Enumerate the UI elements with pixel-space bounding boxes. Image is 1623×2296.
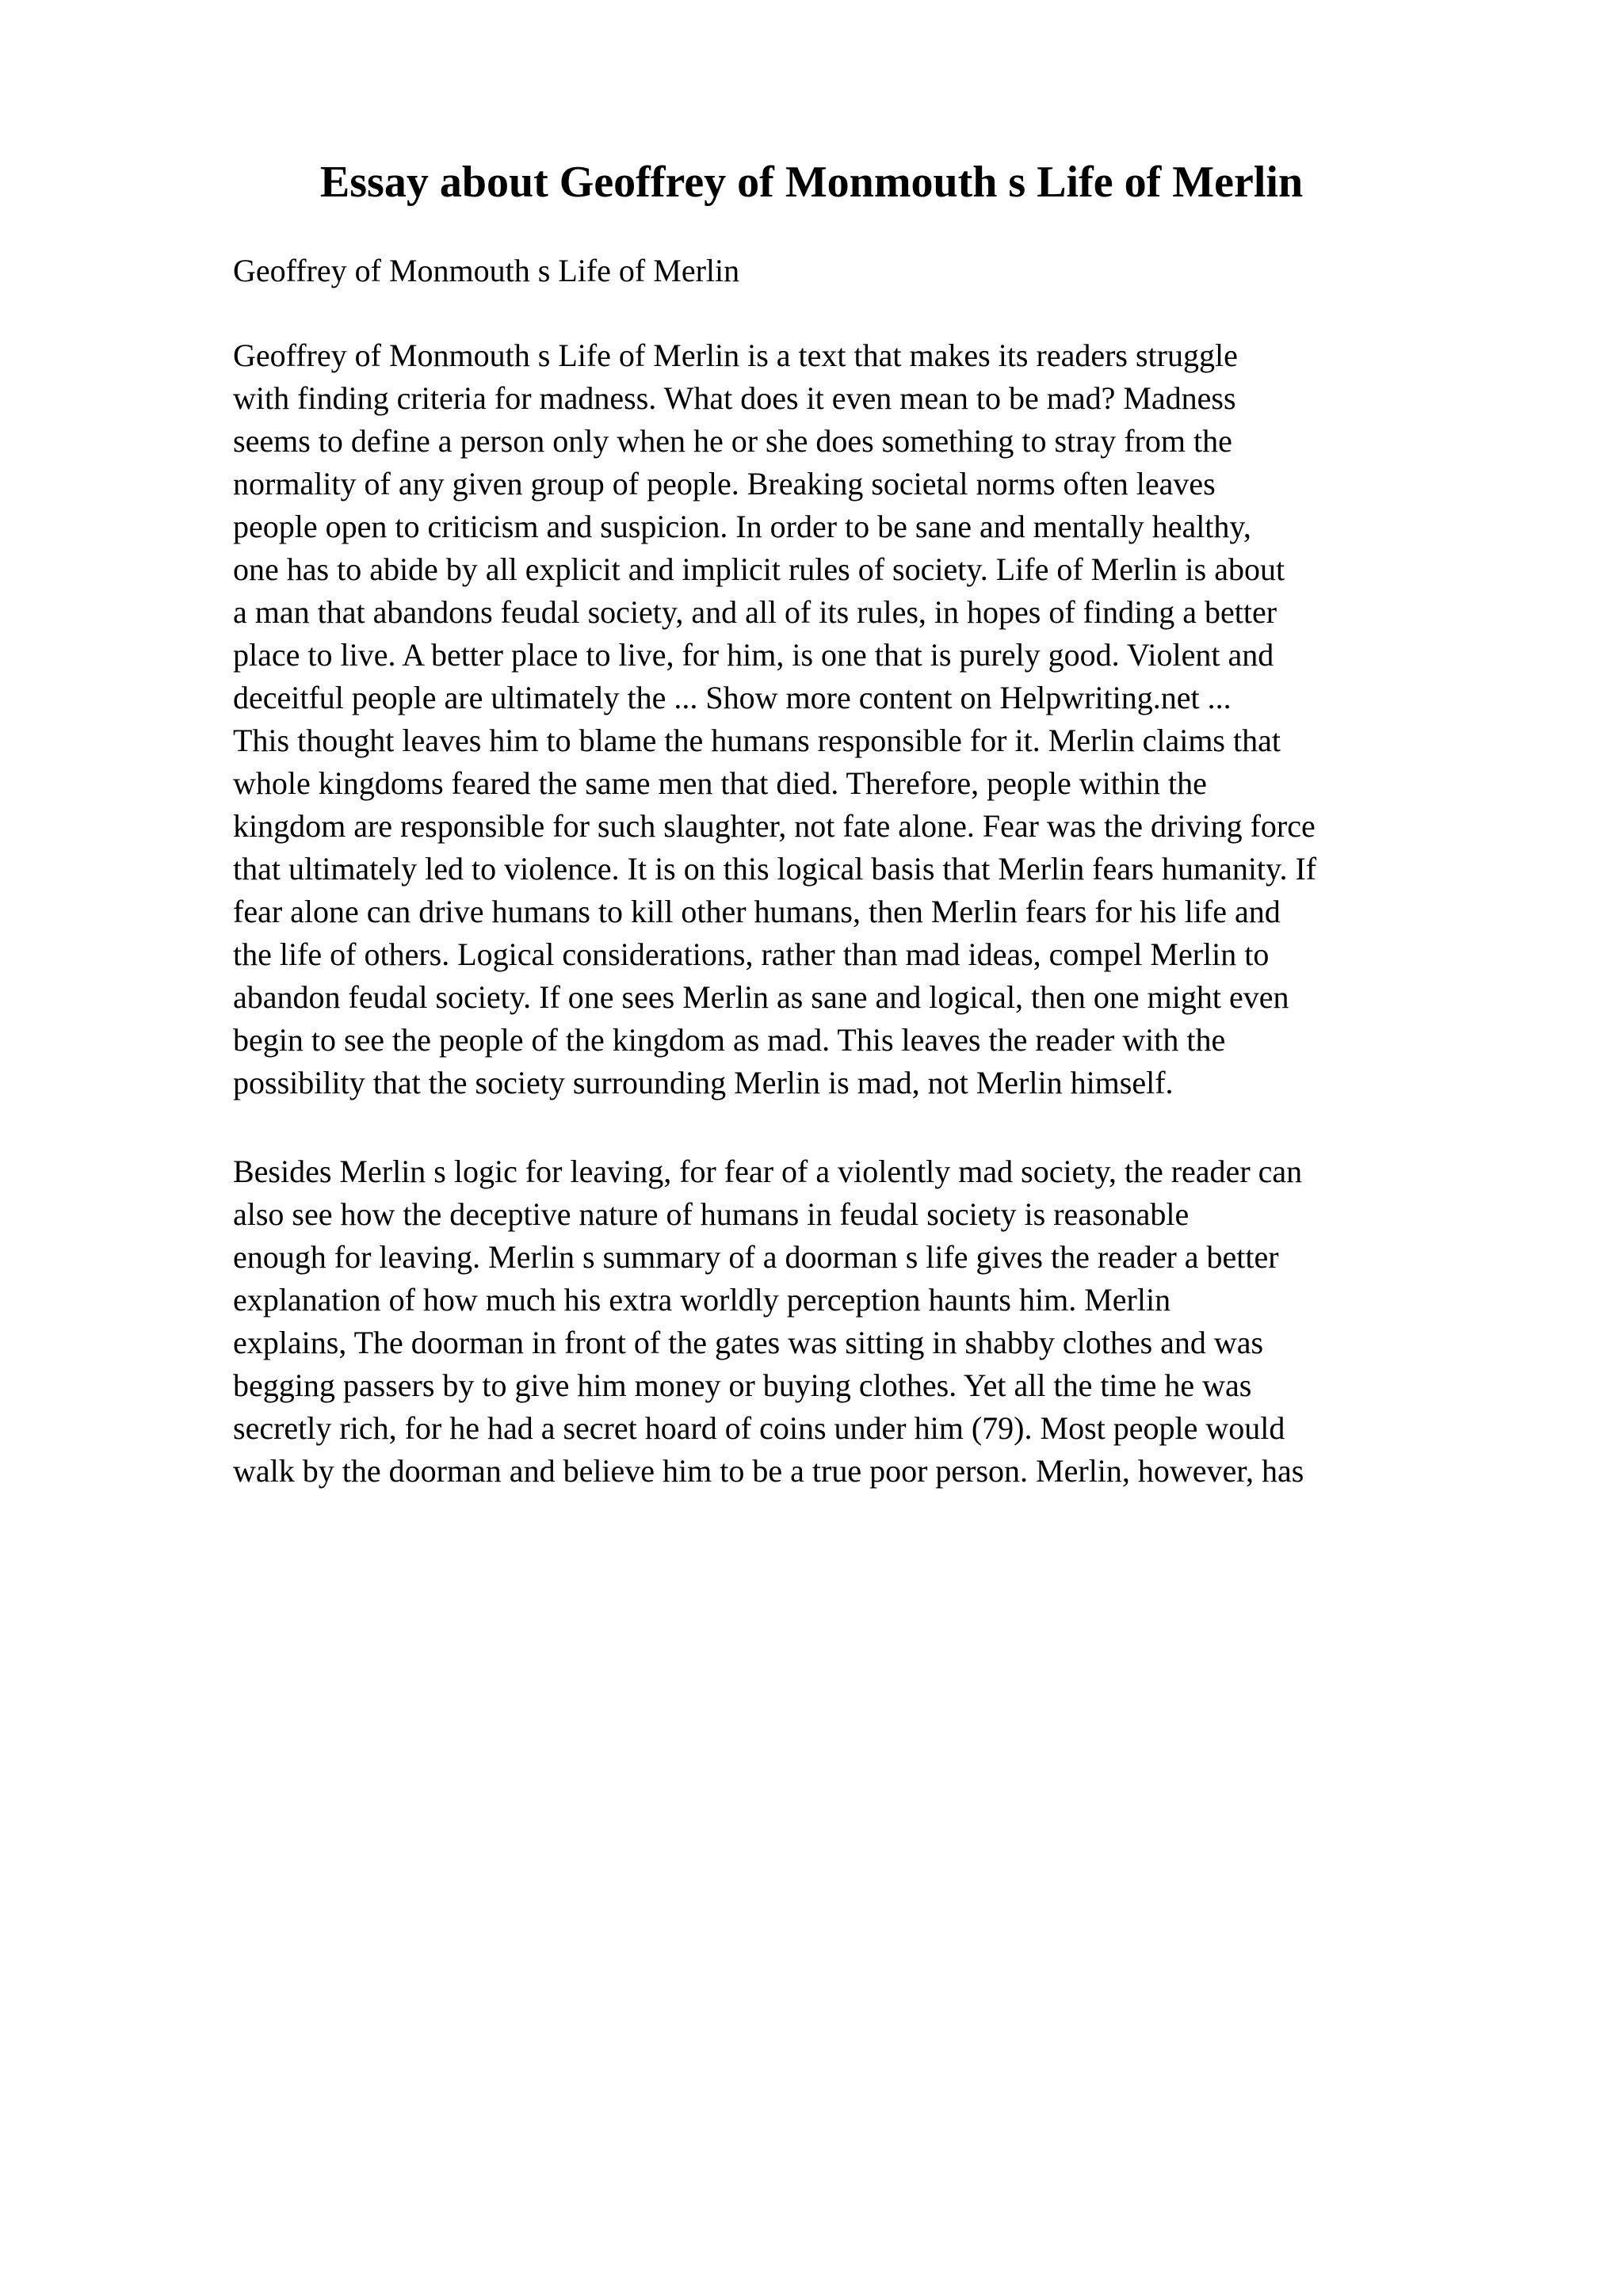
text-line: begin to see the people of the kingdom as mad. This leaves the reader with the: [233, 1022, 1226, 1058]
document-title: Essay about Geoffrey of Monmouth s Life of Merlin: [319, 158, 1304, 207]
text-line: deceitful people are ultimately the ... Show more content on Helpwriting.net ...: [233, 680, 1232, 715]
text-line: with finding criteria for madness. What does it even mean to be mad? Madness: [233, 380, 1236, 416]
text-line: Geoffrey of Monmouth s Life of Merlin is a text that makes its readers struggle: [233, 338, 1238, 373]
text-line: the life of others. Logical considerations, rather than mad ideas, compel Merlin to: [233, 936, 1270, 972]
text-line: explains, The doorman in front of the gates was sitting in shabby clothes and was: [233, 1325, 1264, 1360]
text-line: explanation of how much his extra worldly perception haunts him. Merlin: [233, 1282, 1171, 1318]
text-line: abandon feudal society. If one sees Merlin as sane and logical, then one might even: [233, 979, 1289, 1015]
text-line: fear alone can drive humans to kill other humans, then Merlin fears for his life and: [233, 894, 1281, 929]
text-line: place to live. A better place to live, for him, is one that is purely good. Violent and: [233, 637, 1274, 673]
text-line: normality of any given group of people. Breaking societal norms often leaves: [233, 466, 1216, 502]
text-line: begging passers by to give him money or buying clothes. Yet all the time he was: [233, 1367, 1252, 1403]
text-line: seems to define a person only when he or she does something to stray from the: [233, 423, 1232, 459]
paragraph: [233, 1150, 1304, 1493]
text-line: kingdom are responsible for such slaughter, not fate alone. Fear was the driving force: [233, 808, 1316, 844]
text-line: that ultimately led to violence. It is on this logical basis that Merlin fears humanity. If: [233, 851, 1317, 887]
text-line: possibility that the society surrounding Merlin is mad, not Merlin himself.: [233, 1065, 1174, 1100]
text-line: enough for leaving. Merlin s summary of a doorman s life gives the reader a better: [233, 1239, 1279, 1275]
text-line: Besides Merlin s logic for leaving, for fear of a violently mad society, the reader can: [233, 1154, 1303, 1189]
text-line: walk by the doorman and believe him to be a true poor person. Merlin, however, has: [233, 1453, 1304, 1489]
text-line: whole kingdoms feared the same men that died. Therefore, people within the: [233, 765, 1207, 801]
text-line: This thought leaves him to blame the humans responsible for it. Merlin claims that: [233, 723, 1281, 758]
paragraph: [233, 334, 1316, 1104]
text-line: secretly rich, for he had a secret hoard of coins under him (79). Most people would: [233, 1410, 1285, 1446]
text-line: a man that abandons feudal society, and all of its rules, in hopes of finding a better: [233, 594, 1277, 630]
text-line: people open to criticism and suspicion. In order to be sane and mentally healthy,: [233, 509, 1251, 544]
text-line: one has to abide by all explicit and implicit rules of society. Life of Merlin is about: [233, 551, 1285, 587]
document-subtitle: Geoffrey of Monmouth s Life of Merlin: [233, 253, 740, 288]
text-line: also see how the deceptive nature of humans in feudal society is reasonable: [233, 1196, 1190, 1232]
